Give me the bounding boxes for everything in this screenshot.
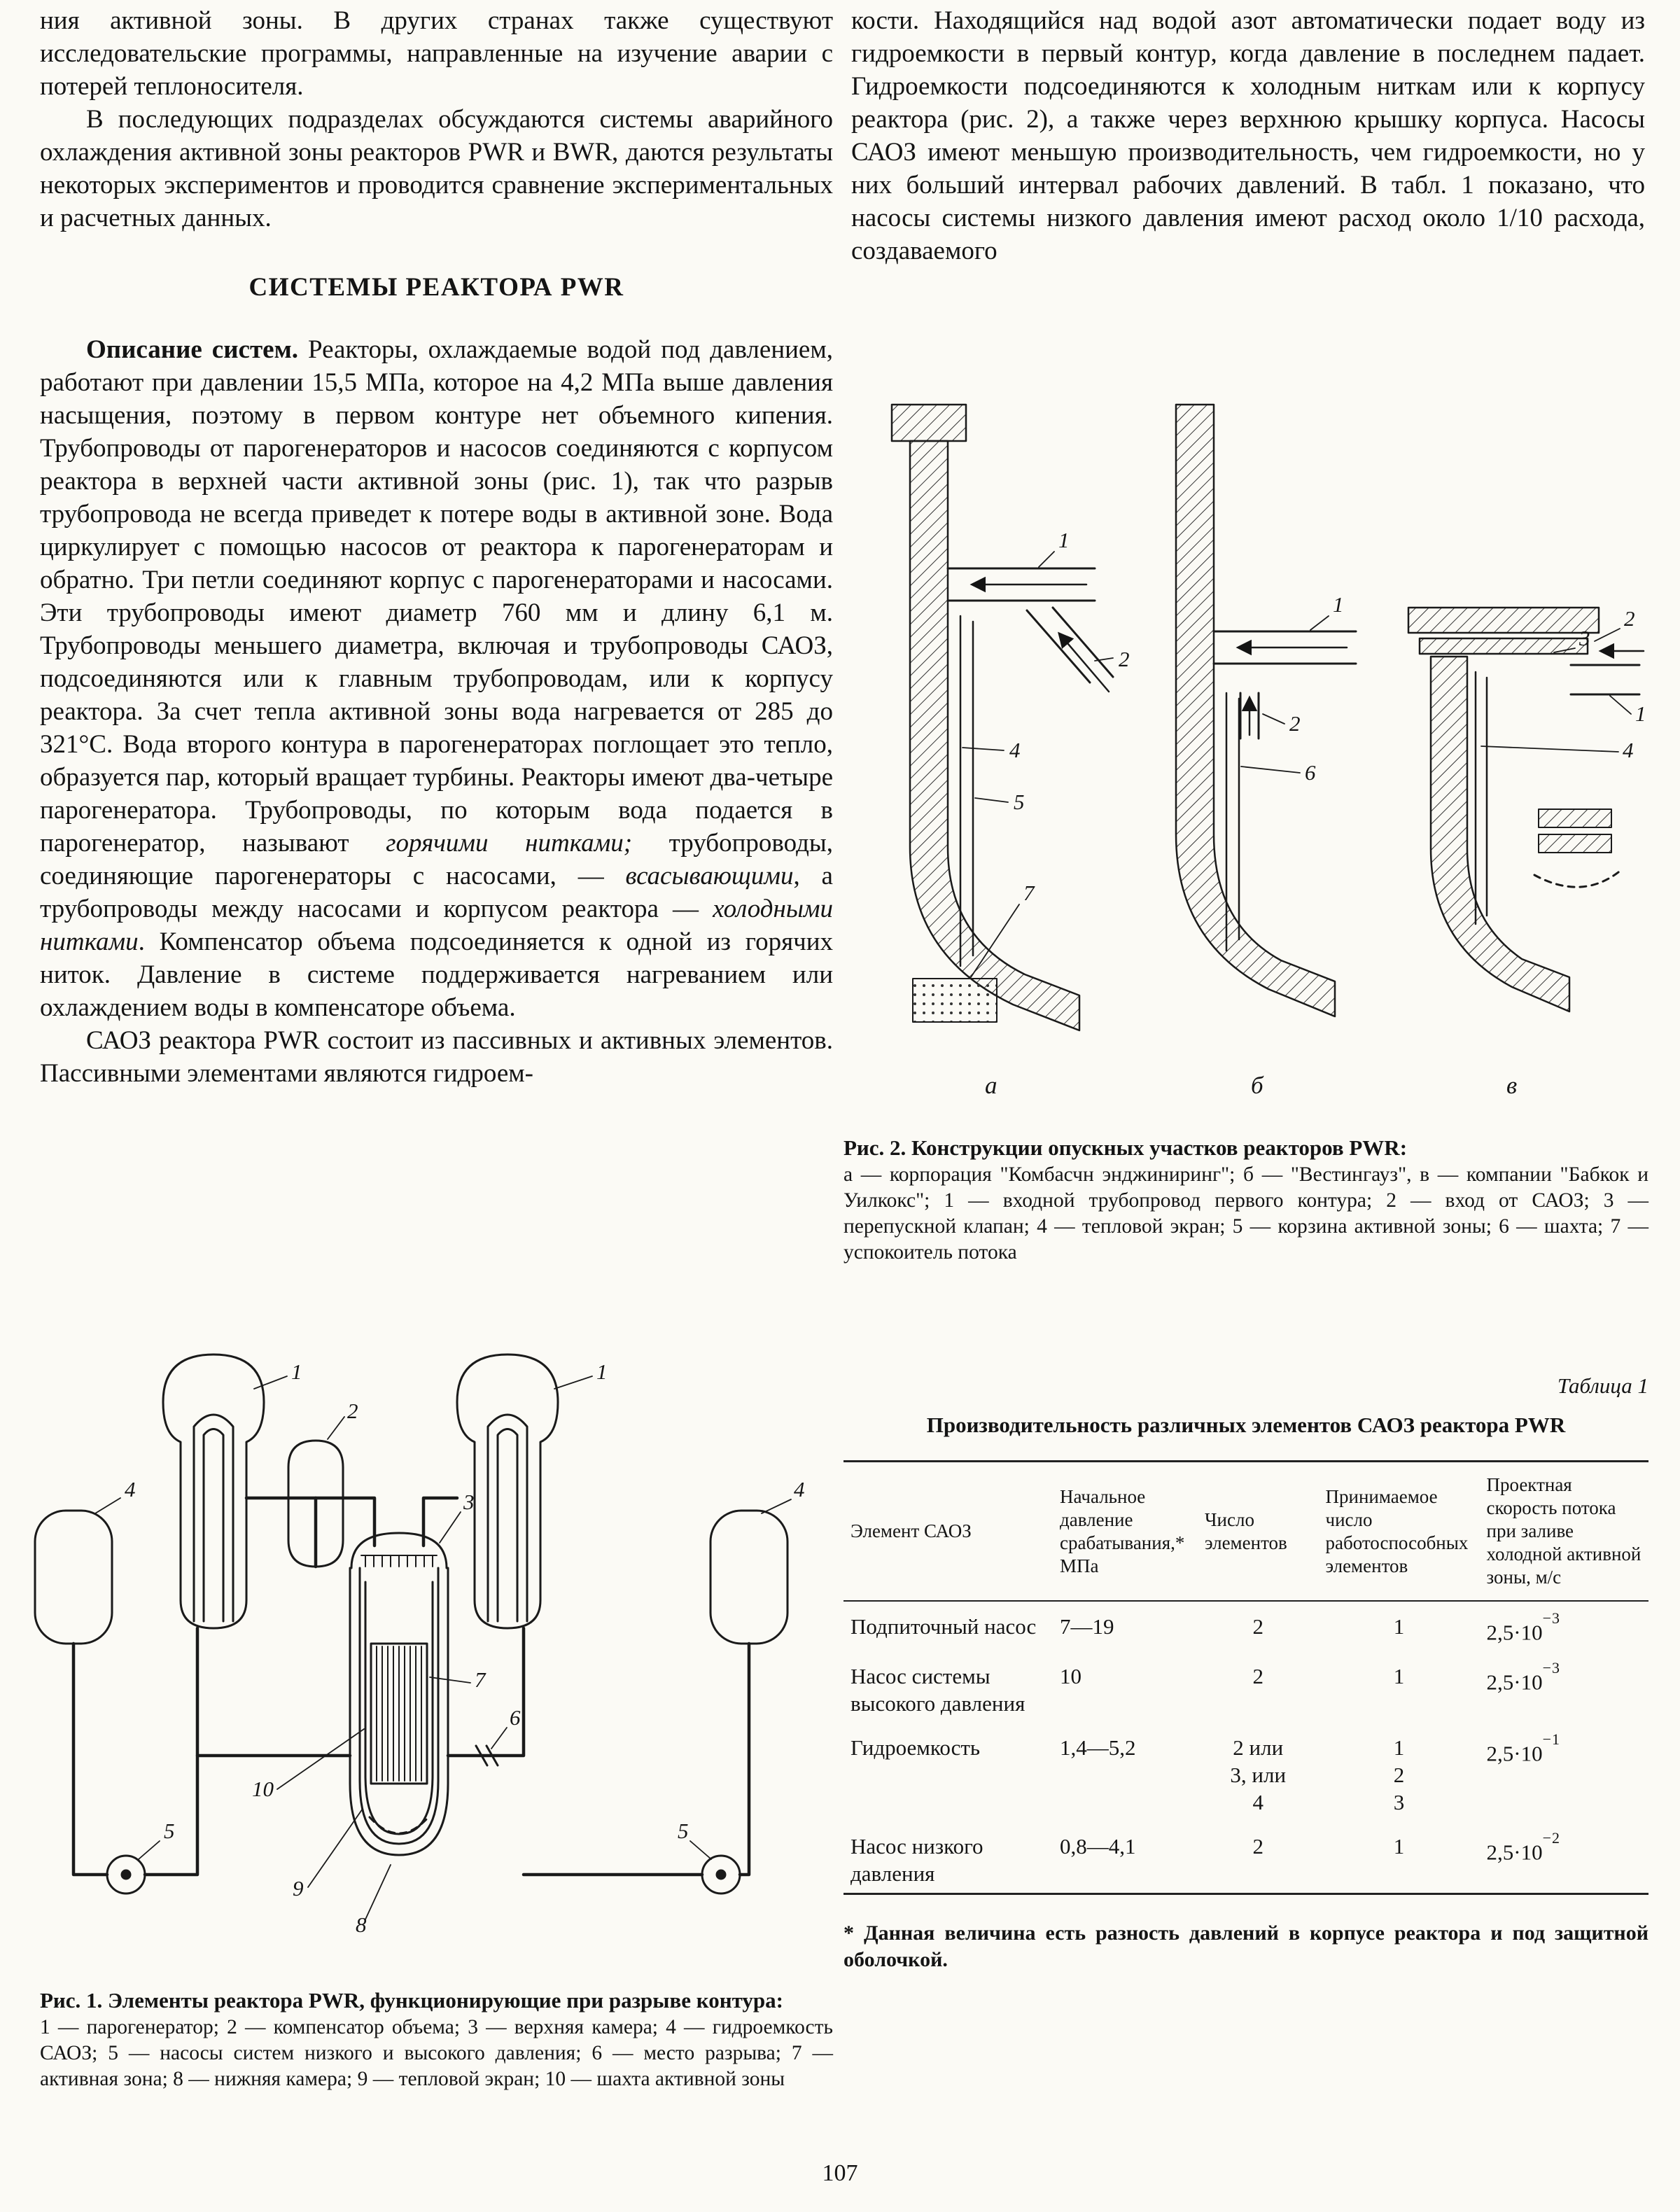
table-row xyxy=(844,1723,1648,1821)
column-header: Проектная скорость потока при заливе холодной активной зоны, м/с xyxy=(1480,1462,1649,1602)
cell-pressure: 0,8—4,1 xyxy=(1060,1834,1136,1859)
page-number: 107 xyxy=(822,2160,858,2186)
figure-1-caption-legend: 1 — парогенератор; 2 — компенсатор объема; 3 — верхняя камера; 4 — гидроемкость САОЗ; 5 — насосы систем низкого и высокого давления; 6 — место разрыва; 7 — активная зона; 8 — нижняя камера; 9 — тепловой экран; 10 — шахта активной зоны xyxy=(40,2016,833,2090)
cell-pressure: 7—19 xyxy=(1060,1614,1114,1639)
cell-rate xyxy=(1480,1651,1649,1723)
paragraph-systems-description xyxy=(40,333,833,1024)
callout: 5 xyxy=(678,1819,689,1843)
cell-element: Подпиточный насос xyxy=(850,1614,1037,1639)
callout: 2 xyxy=(347,1399,358,1423)
cell-element: Насос системы высокого давления xyxy=(850,1664,1026,1716)
cell-count: 2 или 3, или 4 xyxy=(1230,1735,1287,1815)
callout: 5 xyxy=(1014,790,1025,814)
table-header-row xyxy=(844,1462,1648,1602)
column-header: Число элементов xyxy=(1198,1462,1319,1602)
cell-operable: 1 2 3 xyxy=(1393,1735,1405,1815)
table-footnote: * Данная величина есть разность давлений в корпусе реактора и под защитной оболочкой. xyxy=(844,1921,1648,1972)
figure-2-downcomer-designs xyxy=(848,364,1646,1120)
column-header: Элемент САОЗ xyxy=(844,1462,1053,1602)
section-a-combustion-engineering xyxy=(892,405,1113,1030)
cell-pressure: 1,4—5,2 xyxy=(1060,1735,1136,1760)
cell-count: 2 xyxy=(1252,1834,1264,1859)
cell-rate xyxy=(1480,1723,1649,1821)
callout: 8 xyxy=(356,1912,367,1937)
figure-2-caption-legend: а — корпорация "Комбасчн энджиниринг"; б — "Вестингауз", в — компании "Бабкок и Уилкокс"; 1 — входной трубопровод первого контура; 2 — вход от САОЗ; 3 — перепускной клапан; 4 — тепловой экран; 5 — корзина активной зоны; 6 — шахта; 7 — успокоитель потока xyxy=(844,1163,1648,1264)
cell-operable: 1 xyxy=(1393,1614,1405,1639)
callout: 2 xyxy=(1119,647,1130,671)
paragraph-saoz: САОЗ реактора PWR состоит из пассивных и активных элементов. Пассивными элементами являются гидроем- xyxy=(40,1026,833,1088)
column-header: Принимаемое число работоспособных элементов xyxy=(1319,1462,1480,1602)
callout: 1 xyxy=(291,1359,302,1384)
paragraph-continuation: ния активной зоны. В других странах также существуют исследовательские программы, направленные на изучение аварии с потерей теплоносителя. xyxy=(40,6,833,101)
term-cold-legs: холодными нитками xyxy=(40,895,833,956)
callout: 4 xyxy=(125,1477,136,1502)
rate-base: 2,5·10 xyxy=(1486,1670,1543,1695)
callout: 2 xyxy=(1289,711,1301,736)
cell-element: Гидроемкость xyxy=(850,1735,981,1760)
rate-base: 2,5·10 xyxy=(1486,1741,1543,1766)
callout: 9 xyxy=(293,1876,304,1900)
table-1-block xyxy=(844,1373,1648,1973)
callout: 6 xyxy=(1305,760,1316,785)
callout: 2 xyxy=(1624,606,1635,631)
sublabel-v: в xyxy=(1506,1072,1518,1099)
paragraph-overview: В последующих подразделах обсуждаются системы аварийного охлаждения активной зоны реакторов PWR и BWR, даются результаты некоторых экспериментов и проводится сравнение экспериментальных и расчетных данных. xyxy=(40,105,833,232)
flow-skirt xyxy=(913,979,997,1022)
column-header: Начальное давление срабатывания,* МПа xyxy=(1053,1462,1198,1602)
cell-count: 2 xyxy=(1252,1664,1264,1689)
table-row xyxy=(844,1651,1648,1723)
cell-operable: 1 xyxy=(1393,1664,1405,1689)
figure-1-caption-lead: Рис. 1. Элементы реактора PWR, функционирующие при разрыве контура: xyxy=(40,1988,783,2012)
left-column xyxy=(40,4,833,1090)
rate-exponent: −2 xyxy=(1542,1829,1560,1847)
table-row xyxy=(844,1821,1648,1894)
callout: 3 xyxy=(463,1490,475,1514)
text-segment: Реакторы, охлаждаемые водой под давлением, работают при давлении 15,5 МПа, которое на 4,2 МПа выше давления насыщения, поэтому в первом контуре нет объемного кипения. Трубопроводы от парогенераторов и насосов соединяются с корпусом реактора в верхней части активной зоны (рис. 1), так что разрыв трубопровода не всегда приведет к потере воды в активной зоне. Вода циркулирует с помощью насосов от реактора к парогенераторам и обратно. Три петли соединяют корпус с парогенераторами и насосами. Эти трубопроводы имеют диаметр 760 мм и длину 6,1 м. Трубопроводы меньшего диаметра, включая и трубопроводы САОЗ, подсоединяются или к главным трубопроводам, или к корпусу реактора. За счет тепла активной зоны вода нагревается от 285 до 321°С. Вода второго контура в парогенераторах поглощает это тепло, образуется пар, который вращает турбины. Реакторы имеют два-четыре парогенератора. Трубопроводы, по которым вода подается в парогенератор, называют xyxy=(40,335,834,858)
right-column xyxy=(851,4,1645,267)
cell-rate xyxy=(1480,1821,1649,1894)
callout: 7 xyxy=(1023,881,1035,905)
rate-exponent: −1 xyxy=(1542,1730,1560,1749)
figure-1-pwr-schematic xyxy=(21,1336,826,1966)
rate-base: 2,5·10 xyxy=(1486,1620,1543,1645)
text-segment: , а трубопроводы между насосами и корпусом реактора — xyxy=(40,862,833,923)
figure-2-caption xyxy=(844,1134,1648,1266)
pump-right xyxy=(702,1856,740,1893)
cell-operable: 1 xyxy=(1393,1834,1405,1859)
callout: 1 xyxy=(1635,701,1646,726)
term-suction-legs: всасывающими xyxy=(625,862,794,890)
table-saoz-performance xyxy=(844,1460,1648,1895)
primary-piping xyxy=(74,1498,749,1875)
callout: 1 xyxy=(596,1359,608,1384)
callout: 10 xyxy=(252,1777,274,1801)
steam-generator-left xyxy=(163,1354,264,1628)
pump-left xyxy=(107,1856,145,1893)
rate-base: 2,5·10 xyxy=(1486,1840,1543,1865)
rate-exponent: −3 xyxy=(1542,1609,1560,1627)
callout: 4 xyxy=(1623,738,1634,762)
text-segment: . Компенсатор объема подсоединяется к одной из горячих ниток. Давление в системе поддерживается нагреванием или охлаждением воды в компенсаторе объема. xyxy=(40,927,833,1022)
fig1-callouts xyxy=(125,1359,805,1937)
callout: 1 xyxy=(1058,528,1070,552)
sublabel-b: б xyxy=(1251,1072,1264,1099)
callout: 3 xyxy=(1579,626,1590,650)
figure-1-caption xyxy=(40,1987,833,2092)
text-segment: трубопроводы, соединяющие парогенераторы с насосами, — xyxy=(40,829,833,890)
callout: 4 xyxy=(794,1477,805,1502)
cell-count: 2 xyxy=(1252,1614,1264,1639)
sublabel-a: а xyxy=(985,1072,997,1099)
accumulator-right xyxy=(710,1511,788,1644)
table-title: Производительность различных элементов САОЗ реактора PWR xyxy=(926,1413,1566,1437)
callout: 4 xyxy=(1009,738,1021,762)
cell-rate xyxy=(1480,1601,1649,1651)
cell-element: Насос низкого давления xyxy=(850,1834,983,1886)
table-row xyxy=(844,1601,1648,1651)
callout: 1 xyxy=(1333,592,1344,617)
callout: 5 xyxy=(164,1819,175,1843)
section-heading: СИСТЕМЫ РЕАКТОРА PWR xyxy=(248,273,624,302)
cell-pressure: 10 xyxy=(1060,1664,1082,1689)
term-hot-legs: горячими нитками; xyxy=(386,829,633,858)
accumulator-left xyxy=(35,1511,112,1644)
figure-2-caption-lead: Рис. 2. Конструкции опускных участков реакторов PWR: xyxy=(844,1135,1408,1160)
rate-exponent: −3 xyxy=(1542,1659,1560,1677)
run-in-lead: Описание систем. xyxy=(86,335,299,364)
table-label: Таблица 1 xyxy=(1557,1373,1648,1398)
callout: 6 xyxy=(510,1705,521,1730)
callout: 7 xyxy=(475,1667,486,1692)
section-v-babcock-wilcox xyxy=(1408,608,1644,1011)
reactor-vessel xyxy=(350,1533,448,1855)
section-b-westinghouse xyxy=(1176,405,1356,1016)
paragraph-accumulators: кости. Находящийся над водой азот автоматически подает воду из гидроемкости в первый контур, когда давление в последнем падает. Гидроемкости подсоединяются к холодным ниткам или к корпусу реактора (рис. 2), а также через верхнюю крышку корпуса. Насосы САОЗ имеют меньшую производительность, чем гидроемкости, но у них больший интервал рабочих давлений. В табл. 1 показано, что насосы системы низкого давления имеют расход около 1/10 расхода, создаваемого xyxy=(851,6,1645,265)
